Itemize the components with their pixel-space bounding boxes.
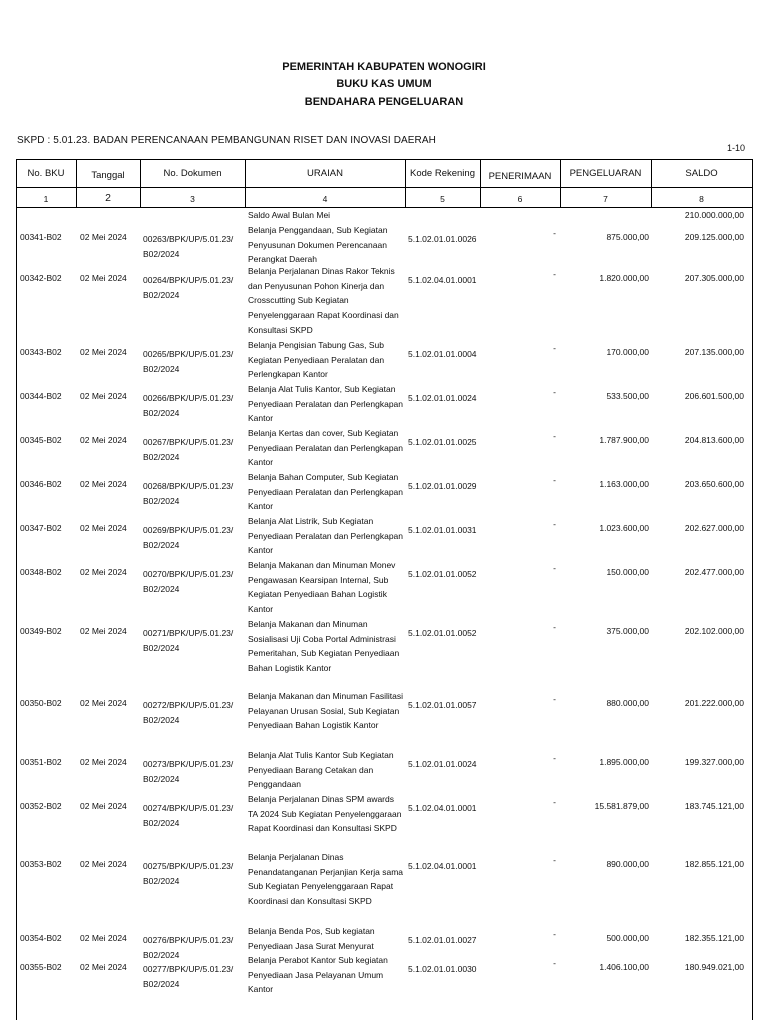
- bku-number: 00347-B02: [20, 523, 62, 533]
- receipt-amount: -: [553, 958, 556, 968]
- account-code: 5.1.02.01.01.0030: [408, 964, 477, 974]
- document-year: B02/2024: [143, 539, 180, 550]
- account-code: 5.1.02.01.01.0024: [408, 759, 477, 769]
- column-number: 2: [105, 192, 111, 204]
- bku-number: 00351-B02: [20, 757, 62, 767]
- document-number: 00276/BPK/UP/5.01.23/: [143, 935, 234, 945]
- document-number: 00266/BPK/UP/5.01.23/: [143, 393, 234, 403]
- expense-amount: 1.895.000,00: [599, 757, 649, 767]
- expense-amount: 1.787.900,00: [599, 435, 649, 445]
- account-code: 5.1.02.04.01.0001: [408, 803, 477, 813]
- bku-number: 00355-B02: [20, 962, 62, 972]
- balance-amount: 203.650.600,00: [684, 479, 744, 489]
- column-header: No. BKU: [27, 168, 65, 179]
- column-number: 8: [699, 194, 704, 204]
- column-header: Kode Rekening: [410, 168, 475, 179]
- column-header: Tanggal: [91, 170, 125, 181]
- bku-number: 00354-B02: [20, 933, 62, 943]
- expense-amount: 875.000,00: [606, 232, 649, 242]
- column-header: PENGELUARAN: [569, 168, 642, 179]
- transaction-date: 02 Mei 2024: [80, 232, 127, 242]
- account-code: 5.1.02.01.01.0004: [408, 349, 477, 359]
- document-year: B02/2024: [143, 773, 180, 784]
- transaction-date: 02 Mei 2024: [80, 523, 127, 533]
- account-code: 5.1.02.01.01.0026: [408, 234, 477, 244]
- balance-amount: 209.125.000,00: [684, 232, 744, 242]
- document-year: B02/2024: [143, 248, 180, 259]
- document-number: 00263/BPK/UP/5.01.23/: [143, 234, 234, 244]
- transaction-date: 02 Mei 2024: [80, 757, 127, 767]
- receipt-amount: -: [553, 269, 556, 279]
- document-number: 00268/BPK/UP/5.01.23/: [143, 481, 234, 491]
- transaction-date: 02 Mei 2024: [80, 859, 127, 869]
- column-number: 1: [43, 194, 49, 204]
- balance-amount: 207.135.000,00: [684, 347, 744, 357]
- opening-balance-label: Saldo Awal Bulan Mei: [248, 210, 331, 220]
- receipt-amount: -: [553, 475, 556, 485]
- document-number: 00270/BPK/UP/5.01.23/: [143, 569, 234, 579]
- balance-amount: 202.627.000,00: [684, 523, 744, 533]
- description: Belanja Makanan dan Minuman Sosialisasi Uji Coba Portal Administrasi Pemeritahan, Sub Kegiatan Penyediaan Bahan Logistik Kantor: [248, 619, 400, 674]
- transaction-date: 02 Mei 2024: [80, 698, 127, 708]
- description: Belanja Kertas dan cover, Sub Kegiatan Penyediaan Peralatan dan Perlengkapan Kantor: [248, 428, 404, 468]
- receipt-amount: -: [553, 563, 556, 573]
- document-year: B02/2024: [143, 949, 180, 960]
- receipt-amount: -: [553, 855, 556, 865]
- balance-amount: 180.949.021,00: [684, 962, 744, 972]
- book-title: BUKU KAS UMUM: [336, 78, 432, 90]
- receipt-amount: -: [553, 753, 556, 763]
- column-number-rule: [16, 207, 752, 208]
- bku-number: 00343-B02: [20, 347, 62, 357]
- description: Belanja Alat Tulis Kantor Sub Kegiatan Penyediaan Barang Cetakan dan Penggandaan: [248, 750, 394, 790]
- transaction-date: 02 Mei 2024: [80, 273, 127, 283]
- description: Belanja Makanan dan Minuman Fasilitasi Pelayanan Urusan Sosial, Sub Kegiatan Penyediaan Bahan Logistik Kantor: [248, 691, 403, 731]
- account-code: 5.1.02.01.01.0025: [408, 437, 477, 447]
- skpd-line: SKPD : 5.01.23. BADAN PERENCANAAN PEMBANGUNAN RISET DAN INOVASI DAERAH: [17, 135, 436, 146]
- transaction-date: 02 Mei 2024: [80, 479, 127, 489]
- column-header: PENERIMAAN: [488, 171, 552, 182]
- bku-number: 00350-B02: [20, 698, 62, 708]
- transaction-date: 02 Mei 2024: [80, 567, 127, 577]
- receipt-amount: -: [553, 622, 556, 632]
- document-number: 00277/BPK/UP/5.01.23/: [143, 964, 234, 974]
- treasurer-title: BENDAHARA PENGELUARAN: [304, 96, 464, 108]
- bku-number: 00352-B02: [20, 801, 62, 811]
- column-number: 4: [322, 194, 328, 204]
- bku-number: 00348-B02: [20, 567, 62, 577]
- account-code: 5.1.02.01.01.0052: [408, 569, 477, 579]
- expense-amount: 533.500,00: [606, 391, 649, 401]
- balance-amount: 201.222.000,00: [684, 698, 744, 708]
- balance-amount: 182.855.121,00: [684, 859, 744, 869]
- expense-amount: 170.000,00: [606, 347, 649, 357]
- transaction-date: 02 Mei 2024: [80, 435, 127, 445]
- balance-amount: 183.745.121,00: [684, 801, 744, 811]
- balance-amount: 202.477.000,00: [684, 567, 744, 577]
- balance-amount: 206.601.500,00: [684, 391, 744, 401]
- bku-number: 00342-B02: [20, 273, 62, 283]
- transaction-date: 02 Mei 2024: [80, 391, 127, 401]
- document-number: 00264/BPK/UP/5.01.23/: [143, 275, 234, 285]
- account-code: 5.1.02.01.01.0027: [408, 935, 477, 945]
- document-number: 00273/BPK/UP/5.01.23/: [143, 759, 234, 769]
- bku-number: 00346-B02: [20, 479, 62, 489]
- transaction-date: 02 Mei 2024: [80, 962, 127, 972]
- bku-number: 00345-B02: [20, 435, 62, 445]
- receipt-amount: -: [553, 694, 556, 704]
- column-divider: [16, 159, 17, 1020]
- table-top-rule: [16, 159, 752, 160]
- description: Belanja Benda Pos, Sub kegiatan Penyediaan Jasa Surat Menyurat: [248, 926, 375, 951]
- expense-amount: 375.000,00: [606, 626, 649, 636]
- expense-amount: 1.406.100,00: [599, 962, 649, 972]
- receipt-amount: -: [553, 343, 556, 353]
- document-number: 00265/BPK/UP/5.01.23/: [143, 349, 234, 359]
- account-code: 5.1.02.01.01.0024: [408, 393, 477, 403]
- expense-amount: 890.000,00: [606, 859, 649, 869]
- document-year: B02/2024: [143, 451, 180, 462]
- opening-balance-saldo: 210.000.000,00: [684, 210, 744, 220]
- column-header: No. Dokumen: [163, 168, 222, 179]
- document-year: B02/2024: [143, 583, 180, 594]
- header-bottom-rule: [16, 187, 752, 188]
- document-year: B02/2024: [143, 875, 180, 886]
- description: Belanja Bahan Computer, Sub Kegiatan Penyediaan Peralatan dan Perlengkapan Kantor: [248, 472, 404, 512]
- receipt-amount: -: [553, 228, 556, 238]
- description: Belanja Perjalanan Dinas SPM awards TA 2024 Sub Kegiatan Penyelenggaraan Rapat Koordinasi dan Konsultasi SKPD: [248, 794, 402, 834]
- description: Belanja Perabot Kantor Sub kegiatan Penyediaan Jasa Pelayanan Umum Kantor: [248, 955, 388, 995]
- bku-number: 00344-B02: [20, 391, 62, 401]
- document-year: B02/2024: [143, 407, 180, 418]
- column-divider: [752, 159, 753, 1020]
- description: Belanja Alat Listrik, Sub Kegiatan Penyediaan Peralatan dan Perlengkapan Kantor: [248, 516, 404, 556]
- bku-number: 00341-B02: [20, 232, 62, 242]
- balance-amount: 204.813.600,00: [684, 435, 744, 445]
- expense-amount: 880.000,00: [606, 698, 649, 708]
- document-number: 00272/BPK/UP/5.01.23/: [143, 700, 234, 710]
- description: Belanja Alat Tulis Kantor, Sub Kegiatan Penyediaan Peralatan dan Perlengkapan Kantor: [248, 384, 404, 424]
- page-number: 1-10: [727, 143, 746, 153]
- balance-amount: 182.355.121,00: [684, 933, 744, 943]
- column-header: SALDO: [685, 168, 718, 179]
- expense-amount: 1.820.000,00: [599, 273, 649, 283]
- document-year: B02/2024: [143, 495, 180, 506]
- balance-amount: 202.102.000,00: [684, 626, 744, 636]
- document-number: 00274/BPK/UP/5.01.23/: [143, 803, 234, 813]
- expense-amount: 500.000,00: [606, 933, 649, 943]
- document-year: B02/2024: [143, 714, 180, 725]
- transaction-date: 02 Mei 2024: [80, 801, 127, 811]
- receipt-amount: -: [553, 431, 556, 441]
- receipt-amount: -: [553, 519, 556, 529]
- column-number: 5: [440, 194, 445, 204]
- description: Belanja Makanan dan Minuman Monev Pengawasan Kearsipan Internal, Sub Kegiatan Penyediaan Bahan Logistik Kantor: [248, 560, 396, 615]
- account-code: 5.1.02.01.01.0031: [408, 525, 477, 535]
- document-number: 00269/BPK/UP/5.01.23/: [143, 525, 234, 535]
- column-header: URAIAN: [307, 168, 343, 179]
- document-year: B02/2024: [143, 642, 180, 653]
- government-title: PEMERINTAH KABUPATEN WONOGIRI: [282, 61, 486, 73]
- description: Belanja Perjalanan Dinas Rakor Teknis dan Penyusunan Pohon Kinerja dan Crosscutting Sub Kegiatan Penyelenggaraan Rapat Koordinasi dan Konsultasi SKPD: [248, 266, 399, 335]
- column-number: 7: [603, 194, 608, 204]
- description: Belanja Perjalanan Dinas Penandatanganan Perjanjian Kerja sama Sub Kegiatan Penyelenggaraan Rapat Koordinasi dan Konsultasi SKPD: [248, 852, 404, 907]
- expense-amount: 15.581.879,00: [594, 801, 649, 811]
- expense-amount: 1.023.600,00: [599, 523, 649, 533]
- column-number: 6: [517, 194, 523, 204]
- document-year: B02/2024: [143, 289, 180, 300]
- account-code: 5.1.02.04.01.0001: [408, 275, 477, 285]
- document-year: B02/2024: [143, 978, 180, 989]
- receipt-amount: -: [553, 929, 556, 939]
- document-number: 00267/BPK/UP/5.01.23/: [143, 437, 234, 447]
- description: Belanja Penggandaan, Sub Kegiatan Penyusunan Dokumen Perencanaan Perangkat Daerah: [248, 225, 388, 265]
- bku-number: 00349-B02: [20, 626, 62, 636]
- bku-number: 00353-B02: [20, 859, 62, 869]
- account-code: 5.1.02.04.01.0001: [408, 861, 477, 871]
- balance-amount: 207.305.000,00: [684, 273, 744, 283]
- balance-amount: 199.327.000,00: [684, 757, 744, 767]
- account-code: 5.1.02.01.01.0057: [408, 700, 477, 710]
- receipt-amount: -: [553, 387, 556, 397]
- transaction-date: 02 Mei 2024: [80, 933, 127, 943]
- transaction-date: 02 Mei 2024: [80, 626, 127, 636]
- column-number: 3: [190, 194, 195, 204]
- description: Belanja Pengisian Tabung Gas, Sub Kegiatan Penyediaan Peralatan dan Perlengkapan Kantor: [248, 340, 385, 380]
- document-number: 00275/BPK/UP/5.01.23/: [143, 861, 234, 871]
- receipt-amount: -: [553, 797, 556, 807]
- account-code: 5.1.02.01.01.0052: [408, 628, 477, 638]
- expense-amount: 1.163.000,00: [599, 479, 649, 489]
- account-code: 5.1.02.01.01.0029: [408, 481, 477, 491]
- document-year: B02/2024: [143, 817, 180, 828]
- document-year: B02/2024: [143, 363, 180, 374]
- expense-amount: 150.000,00: [606, 567, 649, 577]
- transaction-date: 02 Mei 2024: [80, 347, 127, 357]
- document-number: 00271/BPK/UP/5.01.23/: [143, 628, 234, 638]
